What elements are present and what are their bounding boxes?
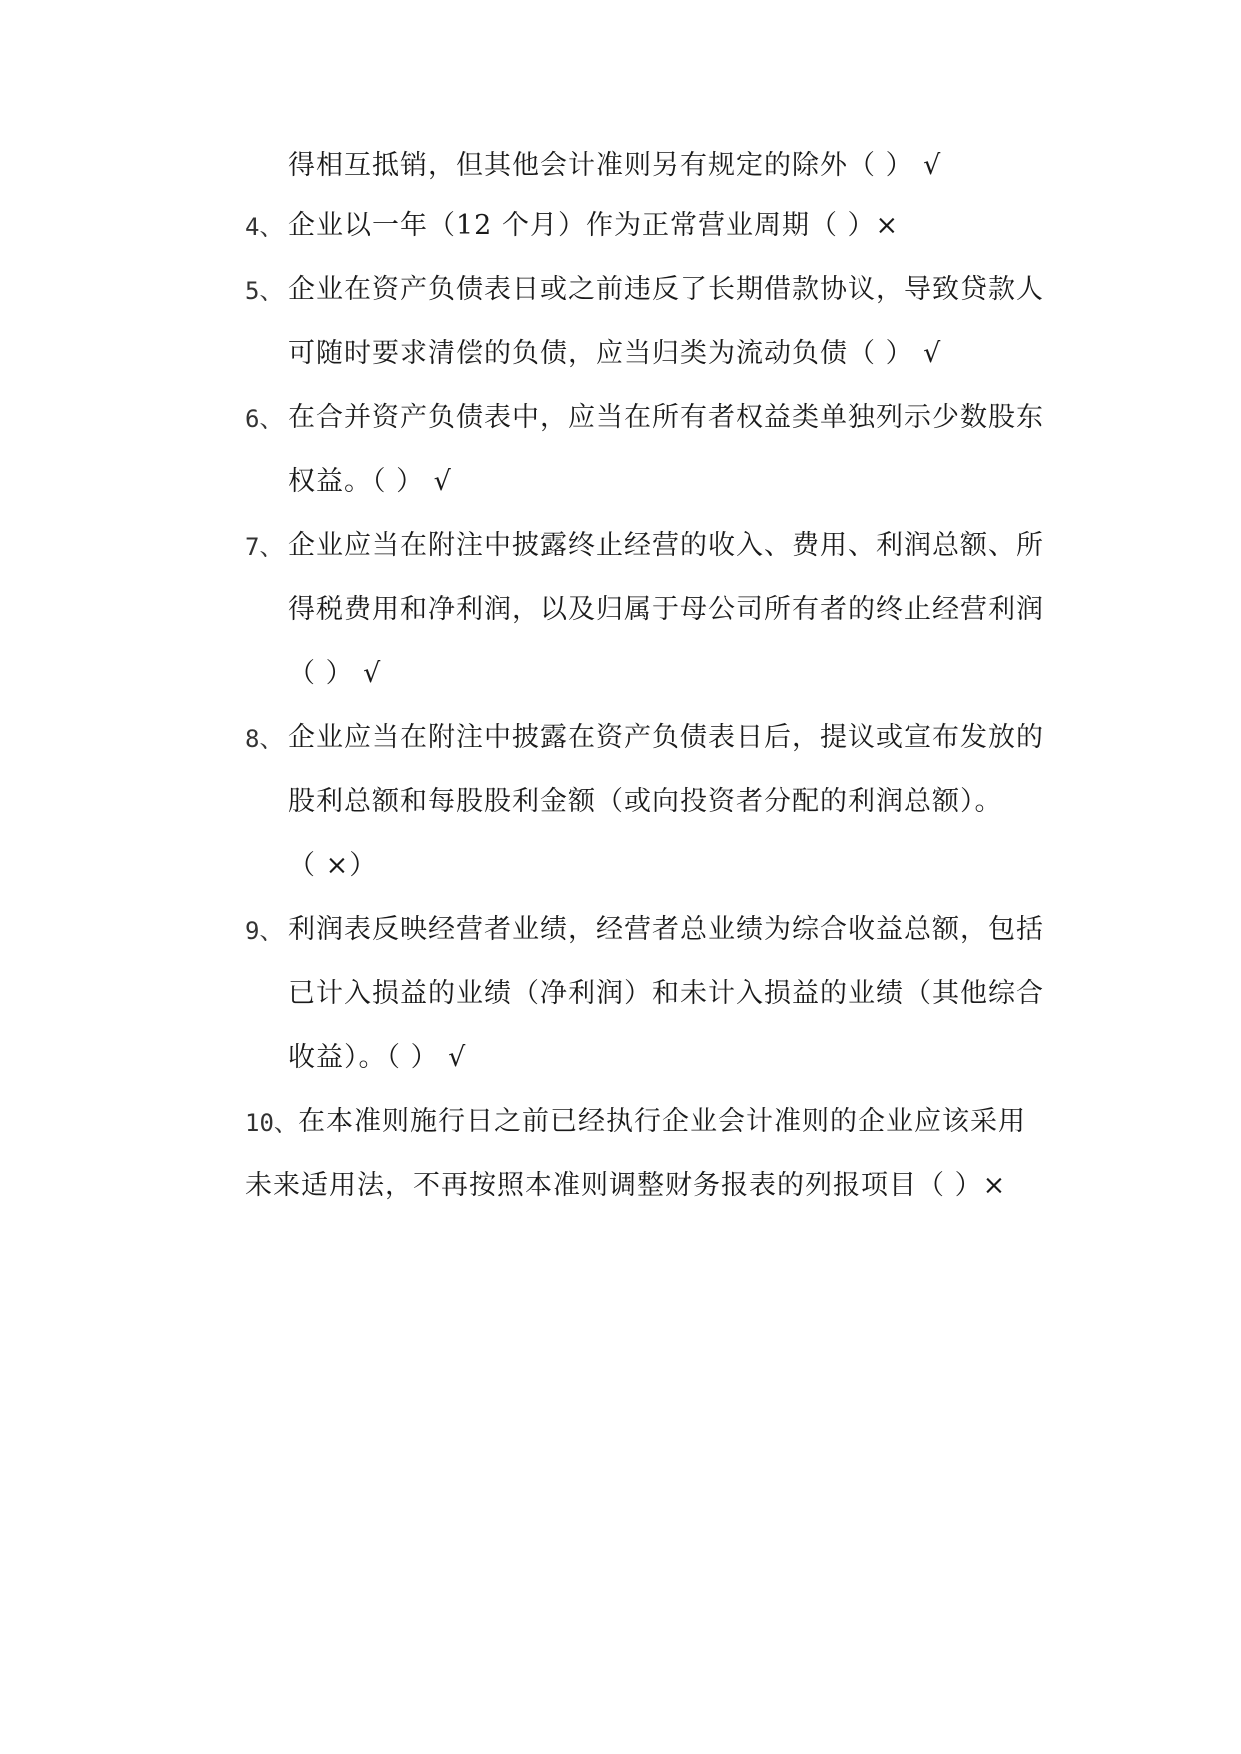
item-number: 9、 [245,917,284,945]
item-line: 可随时要求清偿的负债，应当归类为流动负债（ ） √ [288,338,942,369]
item-line: 得税费用和净利润，以及归属于母公司所有者的终止经营利润 [288,594,1044,625]
item-number: 6、 [245,405,284,433]
item-line: 利润表反映经营者业绩，经营者总业绩为综合收益总额，包括 [288,914,1044,945]
item-line: 在合并资产负债表中，应当在所有者权益类单独列示少数股东 [288,402,1044,433]
item-line: 权益。（ ） √ [288,466,452,497]
item-line: 企业应当在附注中披露终止经营的收入、费用、利润总额、所 [288,530,1044,561]
item-line: 企业以一年（12 个月）作为正常营业周期（ ）× [288,210,900,241]
item-line: 企业应当在附注中披露在资产负债表日后，提议或宣布发放的 [288,722,1044,753]
item-line: 得相互抵销，但其他会计准则另有规定的除外（ ） √ [288,150,942,181]
item-line: 已计入损益的业绩（净利润）和未计入损益的业绩（其他综合 [288,978,1044,1009]
item-line: （ ×） [288,850,378,881]
item-number: 10、 [245,1109,298,1137]
item-number: 8、 [245,725,284,753]
item-line: 在本准则施行日之前已经执行企业会计准则的企业应该采用 [298,1106,1026,1137]
item-line: 未来适用法，不再按照本准则调整财务报表的列报项目（ ）× [245,1170,1007,1201]
item-number: 7、 [245,533,284,561]
item-line: 企业在资产负债表日或之前违反了长期借款协议，导致贷款人 [288,274,1044,305]
item-line: 股利总额和每股股利金额（或向投资者分配的利润总额）。 [288,786,1003,817]
item-line: （ ） √ [288,658,382,689]
item-number: 4、 [245,213,284,241]
item-number: 5、 [245,277,284,305]
item-line: 收益）。（ ） √ [288,1042,467,1073]
